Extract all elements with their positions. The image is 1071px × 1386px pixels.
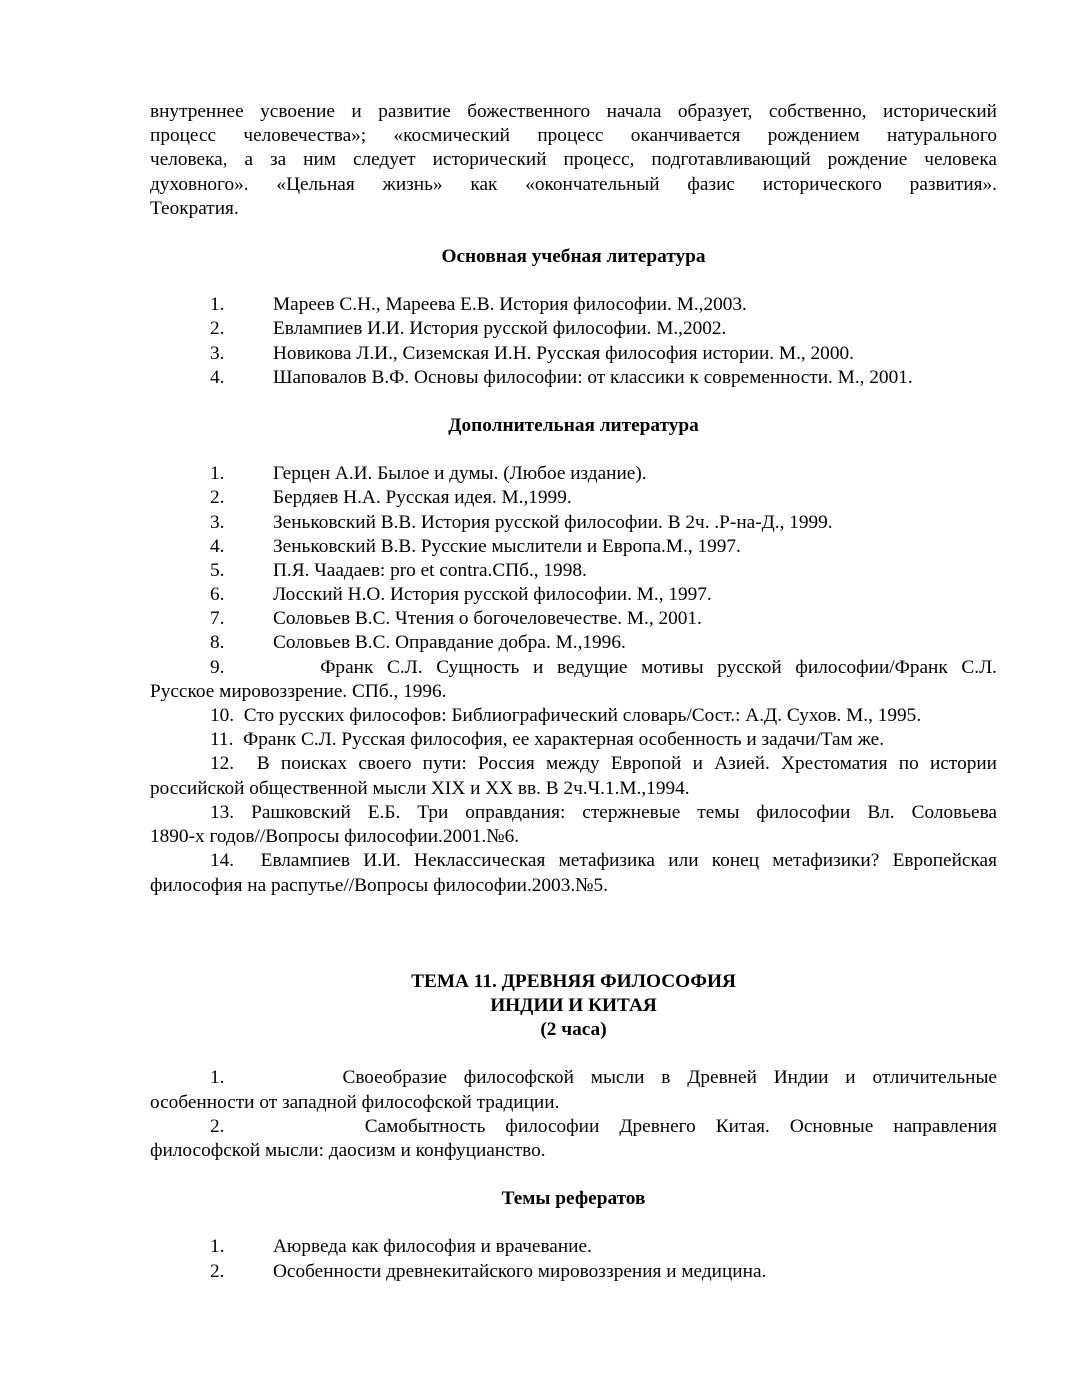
additional-literature-list (150, 462, 997, 898)
item-text: Аюрведа как философия и врачевание. (273, 1236, 592, 1258)
item-number: 3. (210, 342, 225, 364)
topic-title-block (150, 970, 997, 1043)
item-number: 8. (210, 632, 225, 654)
item-text: Новикова Л.И., Сиземская И.Н. Русская философия истории. М., 2000. (273, 342, 854, 364)
intro-line: процесс человечества»; «космический процесс оканчивается рождением натурального (150, 125, 997, 147)
list-item (150, 511, 997, 535)
item-number: 1. (210, 294, 225, 316)
essay-topics-list (150, 1235, 997, 1283)
list-item: 11. Франк С.Л. Русская философия, ее характерная особенность и задачи/Там же. (210, 729, 885, 751)
item-text: Соловьев В.С. Оправдание добра. М.,1996. (273, 632, 626, 654)
item-number: 2. (210, 318, 225, 340)
topic-title-line: ТЕМА 11. ДРЕВНЯЯ ФИЛОСОФИЯ (411, 970, 736, 992)
essay-topics-heading: Темы рефератов (501, 1188, 646, 1210)
additional-literature-heading: Дополнительная литература (448, 414, 699, 436)
list-item (150, 559, 997, 583)
intro-paragraph (150, 100, 997, 221)
item-text: Бердяев Н.А. Русская идея. М.,1999. (273, 487, 572, 509)
item-line: философской мысли: даосизм и конфуцианство. (150, 1139, 546, 1161)
item-text: Евлампиев И.И. История русской философии. М.,2002. (273, 318, 727, 340)
item-text: Герцен А.И. Былое и думы. (Любое издание). (273, 463, 647, 485)
topic-title-line: ИНДИИ И КИТАЯ (490, 994, 657, 1016)
item-text: Соловьев В.С. Чтения о богочеловечестве. М., 2001. (273, 608, 702, 630)
item-number: 6. (210, 584, 225, 606)
list-item (150, 656, 997, 704)
item-number: 1. (210, 1236, 225, 1258)
item-text: Зеньковский В.В. История русской философии. В 2ч. .Р-на-Д., 1999. (273, 511, 833, 533)
list-item (150, 486, 997, 510)
item-line: 13. Рашковский Е.Б. Три оправдания: стержневые темы философии Вл. Соловьева (210, 801, 997, 823)
item-line: Русское мировоззрение. СПб., 1996. (150, 680, 447, 702)
item-line: 12. В поисках своего пути: Россия между Европой и Азией. Хрестоматия по истории (210, 753, 997, 775)
list-item (150, 631, 997, 655)
topic-hours: (2 часа) (540, 1019, 607, 1041)
main-literature-list (150, 293, 997, 390)
list-item (150, 535, 997, 559)
list-item (150, 607, 997, 631)
list-item: 10. Сто русских философов: Библиографический словарь/Сост.: А.Д. Сухов. М., 1995. (210, 705, 922, 727)
list-item (150, 317, 997, 341)
item-line: особенности от западной философской традиции. (150, 1091, 560, 1113)
item-number: 3. (210, 511, 225, 533)
list-item (150, 342, 997, 366)
item-text: Мареев С.Н., Мареева Е.В. История философии. М.,2003. (273, 294, 747, 316)
intro-line: духовного». «Цельная жизнь» как «окончательный фазис исторического развития». (150, 173, 997, 195)
item-text: Лосский Н.О. История русской философии. М., 1997. (273, 584, 712, 606)
list-item (150, 462, 997, 486)
list-item (150, 752, 997, 800)
list-item (150, 583, 997, 607)
item-line: 1890-х годов//Вопросы философии.2001.№6. (150, 826, 520, 848)
item-number: 5. (210, 559, 225, 581)
item-text: Зеньковский В.В. Русские мыслители и Европа.М., 1997. (273, 535, 741, 557)
document-page (150, 100, 997, 1284)
item-line: 14. Евлампиев И.И. Неклассическая метафизика или конец метафизики? Европейская (210, 850, 997, 872)
item-number: 4. (210, 366, 225, 388)
item-line: российской общественной мысли XIX и XX вв. В 2ч.Ч.1.М.,1994. (150, 777, 690, 799)
question-item (150, 1066, 997, 1114)
item-text: Шаповалов В.Ф. Основы философии: от классики к современности. М., 2001. (273, 366, 913, 388)
list-item (150, 1235, 997, 1259)
intro-line: внутреннее усвоение и развитие божественного начала образует, собственно, исторический (150, 101, 997, 122)
list-item (150, 801, 997, 849)
main-literature-heading: Основная учебная литература (441, 246, 706, 268)
list-item (150, 849, 997, 897)
intro-line: Теократия. (150, 197, 239, 219)
item-line: 1. Своеобразие философской мысли в Древней Индии и отличительные (210, 1067, 997, 1089)
item-number: 7. (210, 608, 225, 630)
list-item (150, 366, 997, 390)
item-line: 9. Франк С.Л. Сущность и ведущие мотивы русской философии/Франк С.Л. (210, 656, 997, 678)
item-text: П.Я. Чаадаев: pro et contra.СПб., 1998. (273, 559, 587, 581)
item-number: 2. (210, 1260, 225, 1282)
item-line: 2. Самобытность философии Древнего Китая. Основные направления (210, 1115, 997, 1137)
list-item (150, 1260, 997, 1284)
question-item (150, 1115, 997, 1163)
item-number: 4. (210, 535, 225, 557)
item-number: 1. (210, 463, 225, 485)
list-item (150, 293, 997, 317)
topic-questions (150, 1066, 997, 1163)
item-line: философия на распутье//Вопросы философии.2003.№5. (150, 874, 609, 896)
item-text: Особенности древнекитайского мировоззрения и медицина. (273, 1260, 767, 1282)
intro-line: человека, а за ним следует исторический процесс, подготавливающий рождение человека (150, 149, 997, 171)
item-number: 2. (210, 487, 225, 509)
